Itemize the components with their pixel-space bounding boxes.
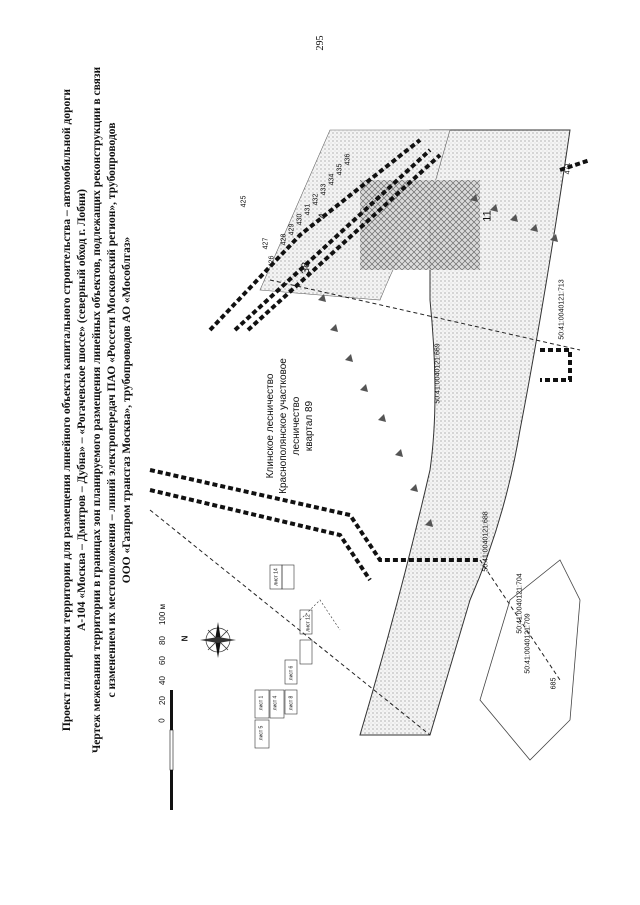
title-line-4: с изменением их местоположения – линий электропередач ПАО «Россети Московский регион», трубопроводов: [106, 122, 118, 698]
point-number: 427: [262, 237, 270, 250]
forestry-line-3: лесничество: [290, 396, 302, 456]
point-number: 429: [288, 223, 296, 236]
forestry-line-2: Краснополянское участковое: [277, 358, 289, 494]
point-number: 435: [336, 163, 344, 176]
point-number: 436: [344, 153, 352, 166]
forestry-label: [264, 358, 316, 494]
parcel-label-713: 50:41:0040121:713: [558, 279, 566, 340]
point-number: 428: [280, 233, 288, 246]
north-letter: N: [180, 635, 190, 642]
scale-tick-0: 0: [157, 718, 167, 723]
sheet-index-label: лист 1: [258, 695, 265, 711]
sheet-index-label: лист 6: [288, 665, 295, 681]
title-line-1: Проект планировки территории для размещения линейного объекта капитального строительства – автомобильной дороги: [61, 88, 73, 732]
point-number: 434: [328, 173, 336, 186]
scale-tick-20: 20: [157, 696, 167, 705]
sheet-index-label: лист 4: [272, 695, 279, 711]
sheet-index-label: лист 14: [273, 568, 280, 586]
title-line-3: Чертеж межевания территории в границах зон планируемого размещения линейных объектов, подлежащих реконструкции в связи: [91, 66, 103, 754]
title-line-5: ООО «Газпром трансгаз Москва», трубопроводов АО «Мособлгаз»: [121, 236, 133, 584]
scale-tick-100: 100 м: [158, 603, 168, 626]
zone-label-4: 4: [317, 212, 330, 220]
zone-label-38: 38: [300, 261, 313, 275]
page-number: 295: [315, 35, 326, 51]
title-line-2: А-104 «Москва – Дмитров – Дубна» – «Рогачевское шоссе» (северный обход г. Лобни): [76, 189, 88, 631]
parcel-label-709: 50:41:0040121:709: [524, 613, 532, 674]
forestry-line-1: Клинское лесничество: [264, 373, 276, 479]
point-number: 431: [304, 203, 312, 216]
scale-tick-80: 80: [157, 636, 167, 645]
scale-tick-60: 60: [157, 656, 167, 665]
zone-label-11: 11: [481, 210, 494, 222]
forestry-line-4: квартал 89: [303, 400, 315, 452]
point-number: 432: [312, 193, 320, 206]
scale-tick-40: 40: [157, 676, 167, 685]
sheet-index-label: лист 5: [258, 725, 265, 741]
compass-rose-icon: [200, 622, 236, 658]
point-number: 426: [268, 255, 276, 268]
sheet-index-map: [255, 565, 340, 748]
parcel-label-704: 50:41:0040121:704: [516, 573, 524, 634]
point-number: 433: [320, 183, 328, 196]
scale-bar: [170, 690, 173, 810]
hatched-intersection: [360, 180, 480, 270]
zone-label-685: 685: [550, 677, 558, 690]
sheet-index-label: лист 8: [288, 695, 295, 711]
sheet-index-label: лист 12: [305, 614, 312, 632]
parcel-label-688: 50:41:0040121:688: [482, 511, 490, 572]
point-number: 430: [296, 213, 304, 226]
point-number: 425: [240, 195, 248, 208]
zone-label-471: 471: [564, 162, 572, 175]
parcel-label-669: 50:41:0040121:669: [434, 343, 442, 404]
